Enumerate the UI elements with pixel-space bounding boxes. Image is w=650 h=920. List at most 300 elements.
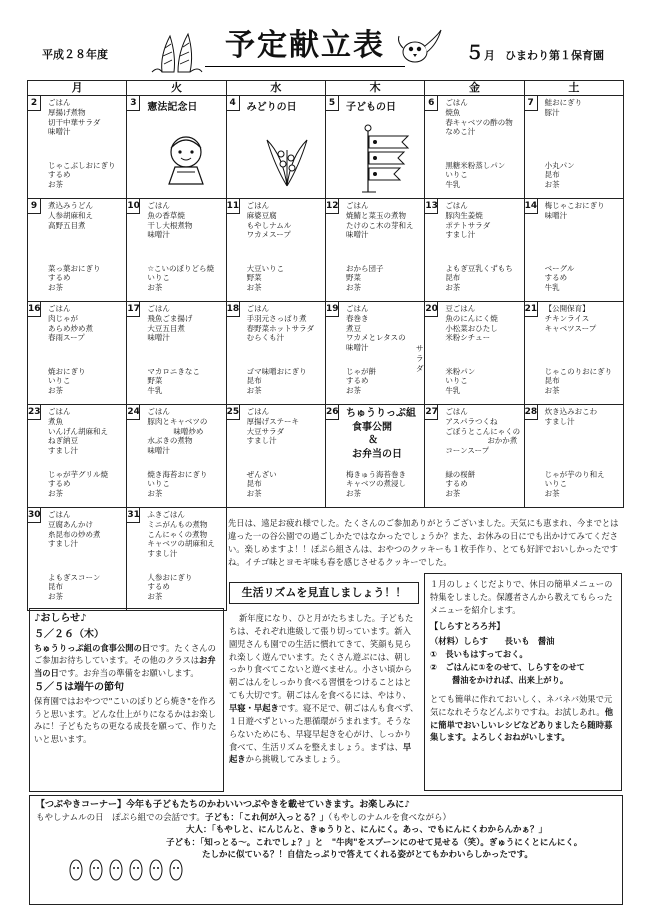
snack-item: いりこ bbox=[48, 376, 71, 386]
snack-cell bbox=[226, 468, 325, 508]
lunch-menu bbox=[346, 201, 422, 240]
week-1-lunch-row bbox=[28, 199, 624, 262]
week-1-snack-row bbox=[28, 262, 624, 302]
snack-item: ☆こいのぼりどら焼 bbox=[147, 263, 215, 273]
snack-cell bbox=[425, 262, 524, 302]
lunch-menu bbox=[147, 304, 223, 343]
tsubuyaki-title: 【つぶやきコーナー】今年も子どもたちのかわいいつぶやきを載せていきます。お楽しみに♪ bbox=[36, 800, 411, 810]
lunch-item: ごはん bbox=[48, 98, 71, 107]
snack-item: 牛乳 bbox=[445, 180, 461, 189]
lunch-item: 肉じゃが bbox=[48, 313, 78, 323]
day-cell bbox=[226, 405, 325, 468]
tsubuyaki-corner bbox=[29, 795, 623, 905]
day-cell bbox=[325, 405, 424, 468]
lunch-item: ごはん bbox=[147, 304, 170, 313]
snack-item: 牛乳 bbox=[147, 386, 163, 395]
rhythm-text-1: 新年度になり、ひと月がたちました。子どもたちは、それぞれ進級して張り切っています。新入園児さんも園での生活に慣れてきて、笑顔も見られ楽しく遊んでいます。たくさん遊ぶには、朝しっかり食べてこないと遊べません。小さい頃から朝ごはんをしっかり食べる習慣をつけることはとても大切です。朝ごはんを食べるには、やはり、 bbox=[229, 613, 414, 701]
fiscal-year: 平成２８年度 bbox=[42, 48, 108, 61]
recipe-name: 【しらすとろろ丼】 bbox=[430, 620, 505, 631]
snack-item: 焼き海苔おにぎり bbox=[147, 469, 208, 479]
snack-item: お茶 bbox=[246, 489, 262, 498]
day-cell bbox=[127, 508, 226, 571]
snack-item: 緑の桜餅 bbox=[445, 469, 476, 479]
lunch-item: 味噌汁 bbox=[345, 343, 369, 352]
rhythm-bold-2: 早起き bbox=[229, 741, 412, 765]
koinobori-icon bbox=[360, 124, 420, 194]
snack-item: お茶 bbox=[246, 386, 262, 395]
snack-item: 小丸パン bbox=[544, 160, 575, 170]
lily-of-the-valley-icon bbox=[257, 136, 317, 188]
day-cell bbox=[524, 405, 623, 468]
day-cell bbox=[226, 199, 325, 262]
snack-item: 焼おにぎり bbox=[48, 366, 86, 376]
weekday-0: 月 bbox=[28, 81, 127, 96]
lunch-menu bbox=[445, 98, 521, 137]
day-cell bbox=[127, 302, 226, 365]
lunch-item: 豚汁 bbox=[544, 107, 560, 117]
announcement-bold-1: ちゅうりっぷ組の食事公開の日 bbox=[34, 643, 151, 653]
lunch-menu bbox=[48, 201, 124, 230]
recipe-outro-text: とても簡単に作れておいしく、ネバネバ効果で元気になれそうなどんぶりですね。お試しあれ。 bbox=[430, 693, 613, 717]
snack-item: じゃこのりおにぎり bbox=[544, 366, 613, 376]
snack-cell bbox=[28, 468, 127, 508]
lunch-menu bbox=[147, 407, 223, 456]
day-number: 19 bbox=[326, 302, 339, 317]
child-face-icon bbox=[157, 130, 215, 186]
snack-item: じゃこぶしおにぎり bbox=[48, 160, 116, 170]
snack-item: 昆布 bbox=[48, 582, 63, 592]
lunch-item: 魚のにんにく焼 bbox=[445, 313, 498, 323]
day-cell bbox=[425, 302, 524, 365]
snack-item: するめ bbox=[48, 273, 71, 283]
weekday-2: 水 bbox=[226, 81, 325, 96]
snack-item: お茶 bbox=[48, 283, 63, 292]
lunch-item: おかか煮 bbox=[487, 436, 518, 446]
lunch-item: 小松菜おひたし bbox=[445, 323, 498, 333]
lunch-item: 春雨スープ bbox=[48, 333, 85, 343]
lunch-item: ミニがんもの煮物 bbox=[147, 519, 208, 529]
lunch-item: 焼魚 bbox=[445, 107, 461, 117]
lunch-item: 飛魚ごま揚げ bbox=[147, 313, 193, 323]
lunch-menu bbox=[445, 407, 521, 456]
recipe-outro-bold: 他に簡単でおいしいレシピなどありましたら随時募集します。よろしくおねがいします。 bbox=[430, 706, 614, 743]
day-number: 6 bbox=[425, 96, 438, 111]
snack-cell bbox=[325, 468, 424, 508]
lunch-item: 味噌汁 bbox=[345, 230, 369, 240]
snack-item: 野菜 bbox=[147, 376, 163, 386]
lunch-item: すまし汁 bbox=[147, 549, 178, 558]
snack-item: マカロニきなこ bbox=[147, 366, 200, 376]
day-number: 28 bbox=[525, 405, 538, 420]
day-number: 2 bbox=[28, 96, 41, 111]
lunch-item: ワカメスープ bbox=[246, 230, 291, 240]
lunch-item: 春野菜ホットサラダ bbox=[246, 323, 315, 333]
lunch-item: ごはん bbox=[48, 510, 71, 519]
announcement-text-1b: です。お弁当の準備をお願いします。 bbox=[58, 667, 199, 678]
snack-item: じゃが芋グリル焼 bbox=[48, 469, 108, 479]
life-rhythm-article bbox=[229, 604, 419, 766]
lunch-item: 味噌炒め bbox=[173, 426, 204, 436]
snack-cell bbox=[127, 468, 226, 508]
snack-cell bbox=[325, 365, 424, 405]
lunch-item: 豚肉生姜焼 bbox=[445, 210, 483, 220]
month-unit: 月 bbox=[484, 49, 496, 62]
day-number: 11 bbox=[227, 199, 240, 214]
day-cell bbox=[425, 199, 524, 262]
snack-item: いりこ bbox=[544, 479, 568, 489]
snack-cell bbox=[226, 262, 325, 302]
lunch-item: 水ぶきの煮物 bbox=[147, 436, 193, 446]
lunch-item: もやしナムル bbox=[246, 220, 292, 230]
page-header bbox=[0, 0, 650, 80]
day-number: 27 bbox=[425, 405, 438, 420]
tsubuyaki-note: （もやしのナムルを食べながら） bbox=[328, 813, 451, 824]
lunch-item: ポテトサラダ bbox=[445, 220, 491, 230]
day-cell bbox=[524, 199, 623, 262]
lunch-item: 鮭おにぎり bbox=[544, 98, 583, 107]
snack-cell bbox=[524, 365, 623, 405]
tsubuyaki-adult-line: 大人：「もやしと、にんじんと、きゅうりと、にんにく。あっ、でもにんにくわからんかぁ？」 bbox=[186, 825, 547, 836]
snack-cell bbox=[425, 159, 524, 199]
day-cell bbox=[28, 96, 127, 159]
lunch-menu bbox=[445, 304, 521, 343]
day-number: 21 bbox=[525, 302, 538, 317]
lunch-item: キャベツの胡麻和え bbox=[147, 539, 215, 549]
snack-item: お茶 bbox=[544, 180, 560, 189]
snack-item: するめ bbox=[445, 479, 468, 489]
day-number: 10 bbox=[127, 199, 140, 214]
lunch-item: 切干中華サラダ bbox=[48, 117, 101, 127]
lunch-item: 手羽元さっぱり煮 bbox=[246, 313, 307, 323]
lunch-menu bbox=[247, 201, 323, 240]
lunch-item: 麻婆豆腐 bbox=[246, 210, 277, 220]
snack-item: いりこ bbox=[445, 376, 468, 386]
week-2-lunch-row bbox=[28, 302, 624, 365]
tsubuyaki-context: もやしナムルの日 ぽぷら組での会話です。 bbox=[36, 813, 205, 824]
announcement-heading: ♪おしらせ♪ bbox=[34, 613, 87, 624]
tsubuyaki-closing: たしかに似ている？！自信たっぷりで答えてくれる姿がとてもかわいらしかったです。 bbox=[202, 849, 533, 860]
lunch-item: ワカメとレタスの bbox=[345, 333, 406, 343]
snack-item: よもぎ豆乳くずもち bbox=[445, 263, 513, 273]
snack-cell bbox=[425, 468, 524, 508]
excursion-notice: 先日は、遠足お疲れ様でした。たくさんのご参加ありがとうございました。天気にも恵まれ、今までとは違った一の谷公園での過ごしかたではなかったでしょうか？また、お休みの日にでも出かけてみてください。楽しめますよ！！ぽぷら組さんは、おやつのクッキーも１枚手作り、とても好評でおいしかったですね。イチゴ味とヨモギ味も春を感じさせるクッキーでした。 bbox=[228, 518, 619, 567]
lunch-item: 豆腐あんかけ bbox=[48, 519, 93, 529]
snack-item: 昆布 bbox=[246, 479, 262, 489]
school-name: ひまわり第１保育園 bbox=[505, 49, 604, 62]
lunch-item: すまし汁 bbox=[445, 230, 476, 240]
snack-item: 牛乳 bbox=[544, 283, 560, 292]
lunch-menu bbox=[445, 201, 521, 240]
event-line: 食事公開 bbox=[351, 421, 392, 433]
event-line: お弁当の日 bbox=[351, 448, 402, 460]
page-title: 予定献立表 bbox=[225, 28, 385, 63]
week-3-lunch-row bbox=[28, 405, 624, 468]
lunch-item: 煮豆 bbox=[345, 323, 361, 333]
weekday-header-row bbox=[28, 81, 624, 96]
snack-item: じゃが餅 bbox=[345, 366, 376, 376]
lunch-item: ごはん bbox=[147, 201, 170, 210]
day-cell bbox=[28, 199, 127, 262]
lunch-item: なめこ汁 bbox=[445, 127, 476, 137]
lunch-item: ごはん bbox=[147, 407, 170, 416]
lunch-item: ごはん bbox=[445, 98, 468, 107]
title-underline bbox=[205, 66, 405, 67]
day-number: 17 bbox=[127, 302, 140, 317]
lunch-item: むらくも汁 bbox=[246, 333, 285, 343]
lunch-item: 米粉シチュー bbox=[445, 333, 491, 343]
lunch-item: こんにゃくの煮物 bbox=[147, 529, 208, 539]
event-line: ちゅうりっぷ組 bbox=[345, 408, 416, 419]
lunch-item: 炊き込みおこわ bbox=[544, 407, 598, 416]
lunch-item: ごはん bbox=[445, 407, 468, 416]
lunch-item: あらめ炒め煮 bbox=[48, 323, 93, 333]
lunch-item: すまし汁 bbox=[48, 446, 78, 455]
lunch-item-salad: サラダ bbox=[415, 344, 424, 373]
lunch-item: 春巻き bbox=[345, 313, 369, 323]
snack-item: 菜っ葉おにぎり bbox=[48, 263, 101, 273]
lunch-item: 干し大根煮物 bbox=[147, 220, 193, 230]
weekday-4: 金 bbox=[425, 81, 524, 96]
snack-item: キャベツの煮浸し bbox=[345, 479, 406, 489]
lunch-item: 梅じゃこおにぎり bbox=[544, 201, 605, 210]
day-cell bbox=[425, 96, 524, 159]
snack-item: お茶 bbox=[345, 283, 361, 292]
announcement-text-2: 保育園ではおやつで"こいのぼりどら焼き"を作ろうと思います。どんな仕上がりになるかはお楽しみに！子どもたちの更なる成長を願って、作りたいと思います。 bbox=[34, 696, 217, 744]
lunch-item: 味噌汁 bbox=[147, 333, 170, 343]
snack-item: ベーグル bbox=[544, 263, 575, 273]
day-number: 4 bbox=[227, 96, 240, 111]
event-label bbox=[346, 407, 416, 461]
week-2-snack-row bbox=[28, 365, 624, 405]
bean-sprouts-icon bbox=[64, 850, 194, 890]
lunch-item: 豚肉とキャベツの bbox=[147, 416, 208, 426]
lunch-item: ねぎ納豆 bbox=[48, 436, 78, 446]
lunch-item: 【公開保育】 bbox=[544, 304, 590, 313]
snack-item: いりこ bbox=[147, 479, 170, 489]
tsubuyaki-child-question: 子ども：「これ何が入っとる？」 bbox=[204, 813, 329, 824]
lunch-item: 糸昆布の炒め煮 bbox=[48, 529, 101, 539]
snack-item: お茶 bbox=[48, 592, 63, 601]
lunch-item: ごはん bbox=[246, 304, 270, 313]
snack-item: するめ bbox=[345, 376, 369, 386]
weekday-3: 木 bbox=[325, 81, 424, 96]
holiday-name: みどりの日 bbox=[246, 102, 297, 113]
snack-cell bbox=[127, 262, 226, 302]
lunch-item: 大豆サラダ bbox=[246, 426, 285, 436]
recipe-intro: １月のしょくじだよりで、休日の簡単メニューの特集をしました。保護者さんから教えてもらったメニューを紹介します。 bbox=[430, 579, 613, 615]
day-cell bbox=[127, 405, 226, 468]
day-number: 7 bbox=[525, 96, 538, 111]
snack-item: お茶 bbox=[445, 283, 461, 292]
day-number: 20 bbox=[425, 302, 438, 317]
snack-item: 昆布 bbox=[544, 170, 560, 180]
lunch-item: 味噌汁 bbox=[544, 210, 568, 220]
day-number: 3 bbox=[127, 96, 140, 111]
lunch-item: アスパラつくね bbox=[445, 416, 498, 426]
announcement-text-1a: です。たくさんのご参加お待ちしています。その他のクラスは bbox=[34, 643, 216, 666]
snack-cell bbox=[127, 365, 226, 405]
lunch-menu bbox=[545, 201, 621, 221]
snack-item: 人参おにぎり bbox=[147, 572, 193, 582]
snack-item: 黒糖米粉蒸しパン bbox=[445, 160, 506, 170]
snack-item: するめ bbox=[544, 273, 568, 283]
lunch-item: ごはん bbox=[48, 407, 71, 416]
snack-item: お茶 bbox=[345, 386, 361, 395]
recipe-step-1: ① 長いもはすっておく。 bbox=[430, 649, 528, 660]
snack-item: お茶 bbox=[544, 489, 560, 498]
recipe-box bbox=[424, 573, 622, 791]
day-number: 31 bbox=[127, 508, 140, 523]
lunch-menu bbox=[48, 510, 124, 549]
day-number: 13 bbox=[425, 199, 438, 214]
bird-icon bbox=[395, 28, 443, 70]
snack-item: お茶 bbox=[246, 283, 262, 292]
snack-item: いりこ bbox=[147, 273, 170, 283]
snack-item: お茶 bbox=[48, 180, 63, 189]
announcement-bold-2: お弁当の日 bbox=[34, 655, 216, 678]
snack-item: お茶 bbox=[345, 489, 361, 498]
lunch-item: すまし汁 bbox=[48, 539, 78, 549]
lunch-menu bbox=[48, 407, 124, 456]
lunch-item: ごはん bbox=[445, 201, 468, 210]
lunch-menu bbox=[545, 98, 621, 118]
recipe-ingredients: （材料）しらす 長いも 醤油 bbox=[430, 636, 555, 647]
lunch-menu bbox=[48, 98, 124, 137]
day-number: 30 bbox=[28, 508, 41, 523]
lunch-menu bbox=[247, 407, 323, 446]
lunch-item: ふきごはん bbox=[147, 510, 185, 519]
lunch-item: 味噌汁 bbox=[48, 127, 71, 137]
snack-cell bbox=[325, 262, 424, 302]
day-cell bbox=[127, 199, 226, 262]
tsubuyaki-child-line: 子ども：「知っとる～。これでしょ？」と "牛肉"をスプーンにのせて見せる（笑）。ぎゅうにくとにんにく。 bbox=[166, 837, 583, 848]
snack-item: じゃが芋のり和え bbox=[544, 469, 605, 479]
lunch-item: 豆ごはん bbox=[445, 304, 476, 313]
day-number: 5 bbox=[326, 96, 339, 111]
snack-item: おから団子 bbox=[345, 263, 384, 273]
snack-cell bbox=[28, 571, 127, 611]
snack-cell bbox=[127, 571, 226, 611]
snack-item: 昆布 bbox=[246, 376, 262, 386]
snack-item: 昆布 bbox=[445, 273, 461, 283]
lunch-item: 味噌汁 bbox=[147, 230, 170, 240]
lunch-item: ごはん bbox=[345, 201, 369, 210]
day-cell bbox=[524, 302, 623, 365]
lunch-menu bbox=[247, 304, 323, 343]
snack-item: ゴマ味噌おにぎり bbox=[246, 366, 307, 376]
snack-item: いりこ bbox=[445, 170, 468, 180]
snack-item: お茶 bbox=[48, 386, 63, 395]
day-cell bbox=[28, 405, 127, 468]
snack-cell bbox=[28, 262, 127, 302]
snack-item: お茶 bbox=[147, 283, 163, 292]
lunch-item: 大豆五目煮 bbox=[147, 323, 185, 333]
lunch-item: 高野五目煮 bbox=[48, 220, 86, 230]
weekday-1: 火 bbox=[127, 81, 226, 96]
announcement-date-2: ５／５は端午の節句 bbox=[34, 682, 124, 694]
snack-item: 昆布 bbox=[544, 376, 560, 386]
snack-item: よもぎスコーン bbox=[48, 572, 101, 582]
day-cell bbox=[28, 302, 127, 365]
rhythm-text-3: から挑戦してみましょう。 bbox=[245, 754, 346, 765]
tsubuyaki-line-2 bbox=[36, 812, 616, 824]
day-number: 23 bbox=[28, 405, 41, 420]
snack-item: するめ bbox=[48, 479, 71, 489]
snack-item: 梅きゅう海苔巻き bbox=[345, 469, 406, 479]
snack-item: 牛乳 bbox=[445, 386, 461, 395]
snack-item: 野菜 bbox=[246, 273, 262, 283]
weekday-5: 土 bbox=[524, 81, 623, 96]
lunch-menu bbox=[545, 304, 621, 333]
day-number: 14 bbox=[525, 199, 538, 214]
event-line: ＆ bbox=[367, 435, 378, 446]
holiday-name: 子どもの日 bbox=[345, 102, 396, 113]
snack-cell bbox=[425, 365, 524, 405]
rhythm-bold-1: 早寝・早起き bbox=[229, 703, 279, 714]
lunch-item: 厚揚げ煮物 bbox=[48, 107, 86, 117]
lunch-menu bbox=[147, 201, 223, 240]
lunch-item: 煮魚 bbox=[48, 416, 63, 426]
snack-item: お茶 bbox=[48, 489, 63, 498]
snack-cell bbox=[226, 365, 325, 405]
bamboo-shoot-icon bbox=[150, 30, 205, 75]
lunch-item: チキンライス bbox=[544, 313, 590, 323]
week-0-lunch-row bbox=[28, 96, 624, 159]
day-cell bbox=[524, 96, 623, 159]
lunch-menu bbox=[48, 304, 124, 343]
lunch-item: 魚の香草焼 bbox=[147, 210, 185, 220]
lunch-item: ごはん bbox=[246, 201, 270, 210]
snack-item: 大豆いりこ bbox=[246, 263, 285, 273]
day-cell bbox=[425, 405, 524, 468]
day-cell bbox=[226, 302, 325, 365]
recipe-step-2b: 醤油をかければ、出来上がり。 bbox=[452, 675, 569, 686]
lunch-item: 人参胡麻和え bbox=[48, 210, 93, 220]
lunch-item: ごはん bbox=[48, 304, 71, 313]
lunch-item: 春キャベツの酢の物 bbox=[445, 117, 513, 127]
life-rhythm-title: 生活リズムを見直しましょう！！ bbox=[229, 582, 419, 604]
snack-cell bbox=[28, 365, 127, 405]
lunch-item: ごはん bbox=[345, 304, 369, 313]
month-label bbox=[465, 42, 495, 66]
announcement-text-1 bbox=[34, 642, 219, 679]
lunch-menu bbox=[545, 407, 621, 427]
recipe-outro bbox=[430, 693, 616, 744]
day-number: 9 bbox=[28, 199, 41, 214]
day-number: 25 bbox=[227, 405, 240, 420]
announcement-box bbox=[29, 608, 224, 792]
lunch-item: キャベツスープ bbox=[544, 323, 597, 333]
lunch-item: コーンスープ bbox=[445, 446, 490, 455]
lunch-item: 焼鯖と菜玉の煮物 bbox=[345, 210, 406, 220]
day-number: 16 bbox=[28, 302, 41, 317]
snack-item: ぜんざい bbox=[246, 469, 277, 479]
week-3-snack-row bbox=[28, 468, 624, 508]
month-number: ５ bbox=[465, 42, 485, 64]
recipe-step-2a: ② ごはんに①をのせて、しらすをのせて bbox=[430, 662, 585, 673]
lunch-item: ごぼうとこんにゃくの bbox=[445, 426, 521, 436]
snack-item: 米粉パン bbox=[445, 366, 476, 376]
snack-item: するめ bbox=[48, 170, 71, 180]
lunch-item: ごはん bbox=[246, 407, 270, 416]
snack-item: お茶 bbox=[544, 386, 560, 395]
lunch-menu bbox=[147, 510, 223, 559]
day-number: 26 bbox=[326, 405, 339, 420]
day-cell bbox=[28, 508, 127, 571]
snack-item: お茶 bbox=[445, 489, 461, 498]
lunch-item: すまし汁 bbox=[246, 436, 277, 446]
lunch-item: 厚揚げステーキ bbox=[246, 416, 300, 426]
